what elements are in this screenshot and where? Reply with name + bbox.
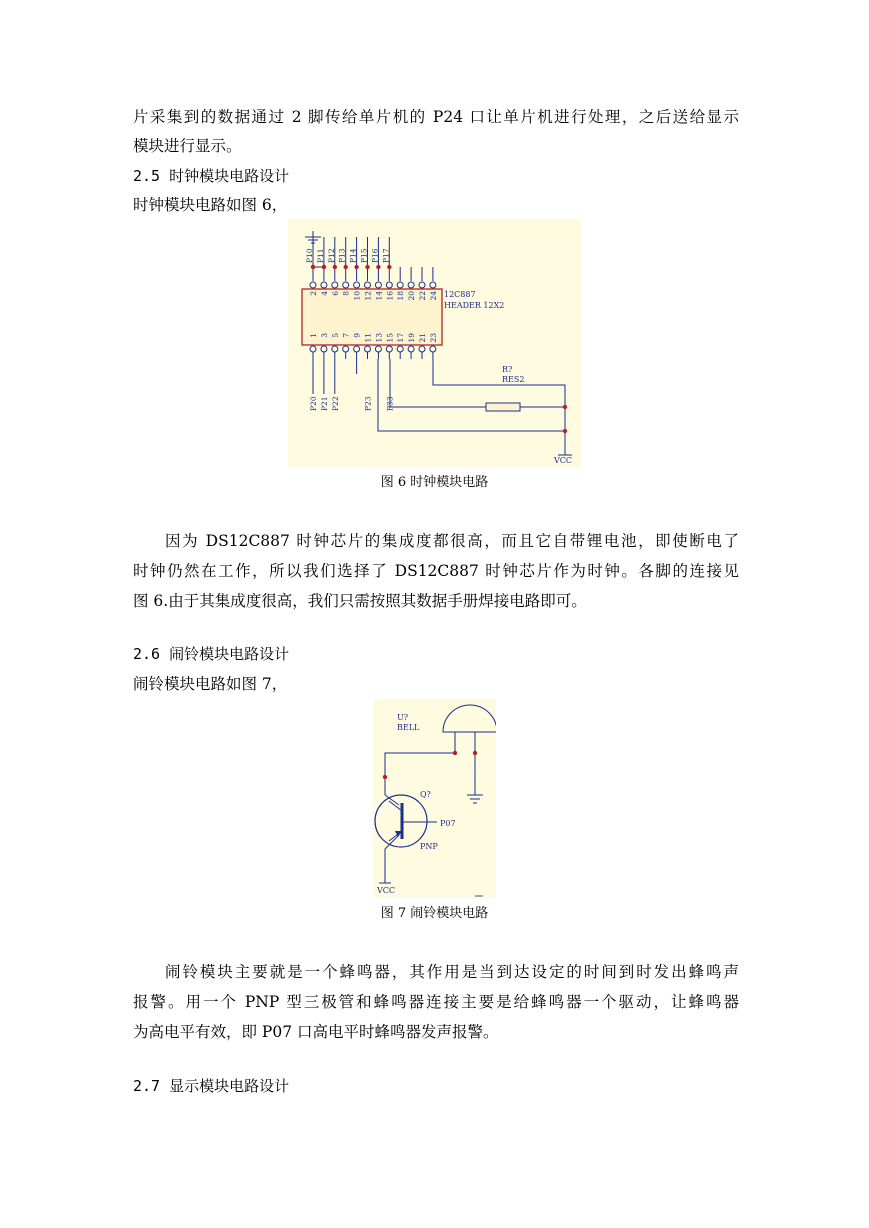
pin-label: P12 (326, 248, 336, 263)
pin-label: P22 (330, 396, 340, 411)
section-heading-2-5: 2.5 时钟模块电路设计 (133, 167, 290, 185)
pin-label: P21 (319, 396, 329, 411)
input-label: P07 (440, 819, 456, 828)
pin-terminal (332, 282, 338, 288)
pin-terminal (310, 282, 316, 288)
pin-number: 1 (309, 333, 318, 338)
bell-name: BELL (397, 723, 420, 732)
pin-number: 9 (352, 333, 362, 338)
pin-terminal (375, 282, 381, 288)
pin-label: P23 (363, 396, 373, 411)
resistor-ref: R? (502, 365, 513, 374)
junction-dot (387, 265, 391, 269)
figure-caption-6: 图 6 时钟模块电路 (380, 475, 489, 490)
pin-terminal (419, 346, 425, 352)
pin-number: 4 (319, 291, 329, 296)
paragraph-line: 图 6.由于其集成度很高，我们只需按照其数据手册焊接电路即可。 (133, 592, 587, 610)
paragraph-line: 为高电平有效，即 P07 口高电平时蜂鸣器发声报警。 (133, 1023, 499, 1041)
bell-ref: U? (397, 713, 409, 722)
transistor-ref: Q? (420, 790, 431, 799)
junction-dot (311, 265, 315, 269)
pin-terminal (430, 282, 436, 288)
section-heading-2-6: 2.6 闹铃模块电路设计 (133, 645, 290, 663)
pin-number: 3 (319, 333, 329, 338)
paragraph-line: 片采集到的数据通过 2 脚传给单片机的 P24 口让单片机进行处理，之后送给显示 (133, 108, 739, 126)
pin-number: 22 (418, 291, 427, 301)
pin-terminal (321, 282, 327, 288)
pin-terminal (365, 346, 371, 352)
paragraph-line: 模块进行显示。 (133, 137, 242, 155)
pin-number: 11 (363, 333, 373, 343)
pin-terminal (386, 346, 392, 352)
paragraph-line: 时钟仍然在工作，所以我们选择了 DS12C887 时钟芯片作为时钟。各脚的连接见 (133, 562, 739, 580)
pin-number: 14 (374, 291, 384, 301)
pin-terminal (354, 282, 360, 288)
pin-terminal (375, 346, 381, 352)
pin-number: 5 (330, 333, 340, 338)
chip-name: 12C887 (444, 290, 476, 299)
pin-terminal (408, 346, 414, 352)
junction-dot (354, 265, 358, 269)
junction-dot (333, 265, 337, 269)
pin-number: 20 (407, 291, 417, 301)
pin-number: 19 (407, 333, 417, 343)
junction-dot (376, 265, 380, 269)
vcc-label: VCC (554, 456, 573, 465)
pin-label: P15 (359, 248, 369, 263)
figure-intro: 时钟模块电路如图 6， (133, 196, 288, 214)
pin-terminal (354, 346, 360, 352)
section-heading-2-7: 2.7 显示模块电路设计 (133, 1077, 290, 1095)
resistor (486, 403, 520, 411)
junction-dot (383, 775, 387, 779)
figure-caption-7: 图 7 闹铃模块电路 (380, 906, 489, 921)
pin-terminal (365, 282, 371, 288)
pin-terminal (430, 346, 436, 352)
junction-dot (473, 751, 477, 755)
junction-dot (344, 265, 348, 269)
pin-label: P11 (315, 248, 325, 263)
pin-number: 16 (385, 291, 395, 301)
pin-number: 10 (352, 291, 362, 301)
transistor-type: PNP (420, 842, 438, 851)
pin-number: 7 (341, 333, 351, 338)
pin-terminal (343, 346, 349, 352)
alarm-module-schematic (373, 699, 496, 898)
resistor-type: RES2 (502, 375, 525, 384)
pin-number: 21 (418, 333, 427, 343)
junction-dot (453, 751, 457, 755)
pin-label: P16 (370, 248, 380, 263)
vcc-label: VCC (377, 886, 396, 895)
pin-number: 2 (309, 291, 318, 296)
paragraph-line: 报警。用一个 PNP 型三极管和蜂鸣器连接主要是给蜂鸣器一个驱动，让蜂鸣器 (133, 993, 739, 1011)
pin-number: 12 (363, 291, 373, 301)
pin-terminal (408, 282, 414, 288)
junction-dot (322, 265, 326, 269)
pin-terminal (386, 282, 392, 288)
pin-terminal (321, 346, 327, 352)
paragraph-line: 闹铃模块主要就是一个蜂鸣器，其作用是当到达设定的时间到时发出蜂鸣声 (165, 963, 739, 981)
junction-dot (563, 405, 567, 409)
pin-terminal (343, 282, 349, 288)
paragraph-line: 因为 DS12C887 时钟芯片的集成度都很高，而且它自带锂电池，即使断电了 (165, 532, 739, 550)
pin-terminal (397, 282, 403, 288)
pin-terminal (310, 346, 316, 352)
pin-number: 18 (396, 291, 406, 301)
junction-dot (563, 429, 567, 433)
clock-module-schematic (288, 219, 581, 468)
pin-number: 17 (396, 333, 406, 343)
pin-number: 13 (374, 333, 384, 343)
pin-terminal (419, 282, 425, 288)
pin-number: 8 (341, 291, 351, 296)
pin-number: 24 (428, 291, 438, 301)
junction-dot (365, 265, 369, 269)
pin-label: P14 (348, 248, 358, 263)
pin-label: P13 (337, 248, 347, 263)
pin-label: P33 (385, 396, 395, 411)
pin-label: P17 (381, 248, 391, 263)
pin-terminal (397, 346, 403, 352)
figure-intro: 闹铃模块电路如图 7， (133, 675, 288, 693)
pin-terminal (332, 346, 338, 352)
pin-number: 15 (385, 333, 395, 343)
pin-label: P10 (305, 248, 314, 263)
pin-label: P20 (309, 396, 318, 411)
chip-type: HEADER 12X2 (444, 301, 505, 310)
pin-number: 6 (330, 291, 340, 296)
pin-number: 23 (428, 333, 438, 343)
